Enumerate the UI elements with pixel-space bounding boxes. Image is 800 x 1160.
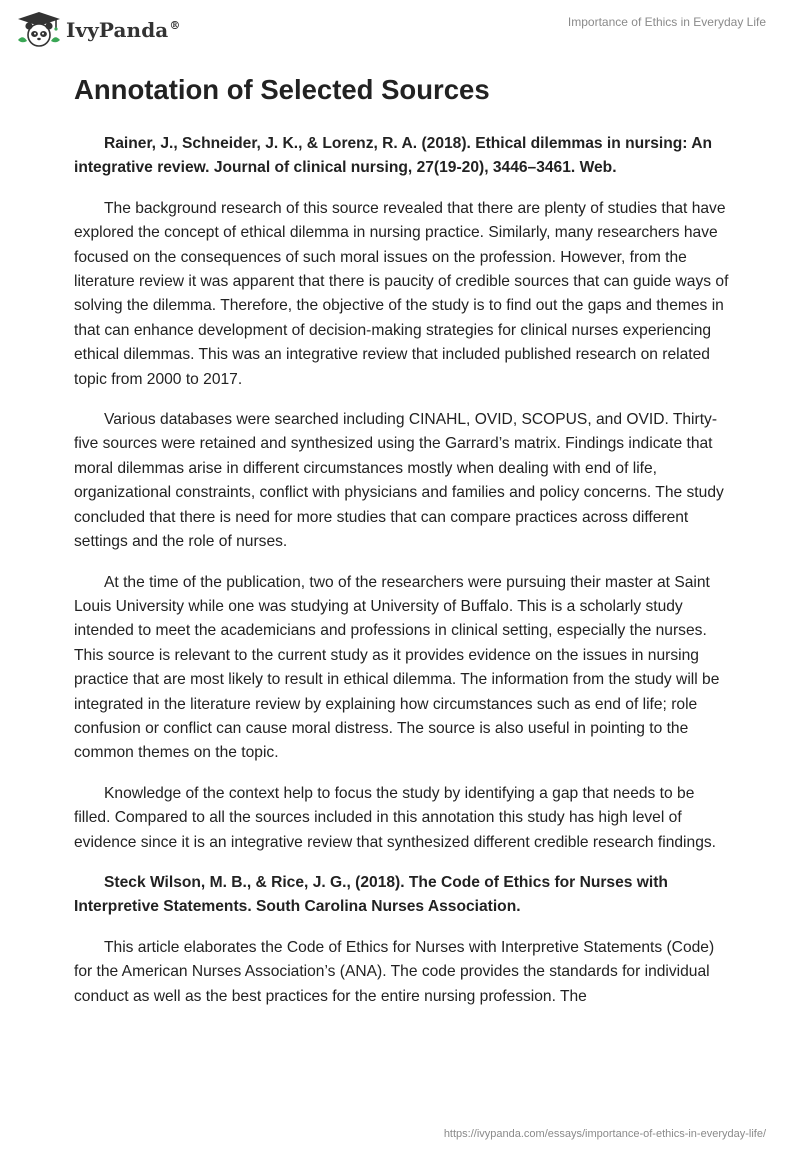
document-title: Importance of Ethics in Everyday Life xyxy=(567,15,766,29)
page-title: Annotation of Selected Sources xyxy=(74,74,490,105)
registered-mark: ® xyxy=(169,19,181,33)
body-paragraph: At the time of the publication, two of the researchers were pursuing their master at Saint Louis University while one was studying at University of Buffalo. This is a scholarly study intended to meet the academicians and professions in clinical setting, especially the nurses. This source is relevant to the current study as it provides evidence on the issues in nursing practice that are most likely to result in ethical dilemma. The information from the study will be integrated in the literature review by explaining how circumstances such as end of life; role confusion or conflict can cause moral distress. The source is also useful in pointing to the common themes on the topic. xyxy=(74,573,720,762)
site-logo[interactable] xyxy=(14,10,180,50)
body-paragraph: This article elaborates the Code of Ethics for Nurses with Interpretive Statements (Code) for the American Nurses Association’s (ANA). The code provides the standards for individual conduct as well as the best practices for the entire nursing profession. The xyxy=(74,938,715,1005)
body-paragraph: Various databases were searched including CINAHL, OVID, SCOPUS, and OVID. Thirty-five sources were retained and synthesized using the Garrard’s matrix. Findings indicate that moral dilemmas arise in different circumstances mostly when dealing with end of life, organizational constraints, conflict with physicians and families and policy concerns. The study concluded that there is need for more studies that can compare practices across different settings and the role of nurses. xyxy=(74,411,724,551)
reference-citation: Rainer, J., Schneider, J. K., & Lorenz, R. A. (2018). Ethical dilemmas in nursing: An integrative review. Journal of clinical nursing, 27(19-20), 3446–3461. Web. xyxy=(74,135,713,177)
source-url[interactable]: https://ivypanda.com/essays/importance-of-ethics-in-everyday-life/ xyxy=(443,1128,766,1140)
body-paragraph: The background research of this source revealed that there are plenty of studies that have explored the concept of ethical dilemma in nursing practice. Similarly, many researchers have focused on the consequences of such moral issues on the profession. However, from the literature review it was apparent that there is paucity of credible sources that can guide ways of solving the dilemma. Therefore, the objective of the study is to find out the gaps and themes in that can enhance development of decision-making strategies for clinical nurses experiencing ethical dilemmas. This was an integrative review that included published research on related topic from 2000 to 2017. xyxy=(74,199,729,388)
panda-graduate-logo-icon xyxy=(14,10,64,50)
reference-citation: Steck Wilson, M. B., & Rice, J. G., (2018). The Code of Ethics for Nurses with Interpretive Statements. South Carolina Nurses Association. xyxy=(74,873,668,916)
body-paragraph: Knowledge of the context help to focus the study by identifying a gap that needs to be filled. Compared to all the sources included in this annotation this study has high level of evidence since it is an integrative review that synthesized different credible research findings. xyxy=(74,784,717,851)
essay-content xyxy=(74,132,734,1025)
brand-name: IvyPanda® xyxy=(66,18,181,42)
